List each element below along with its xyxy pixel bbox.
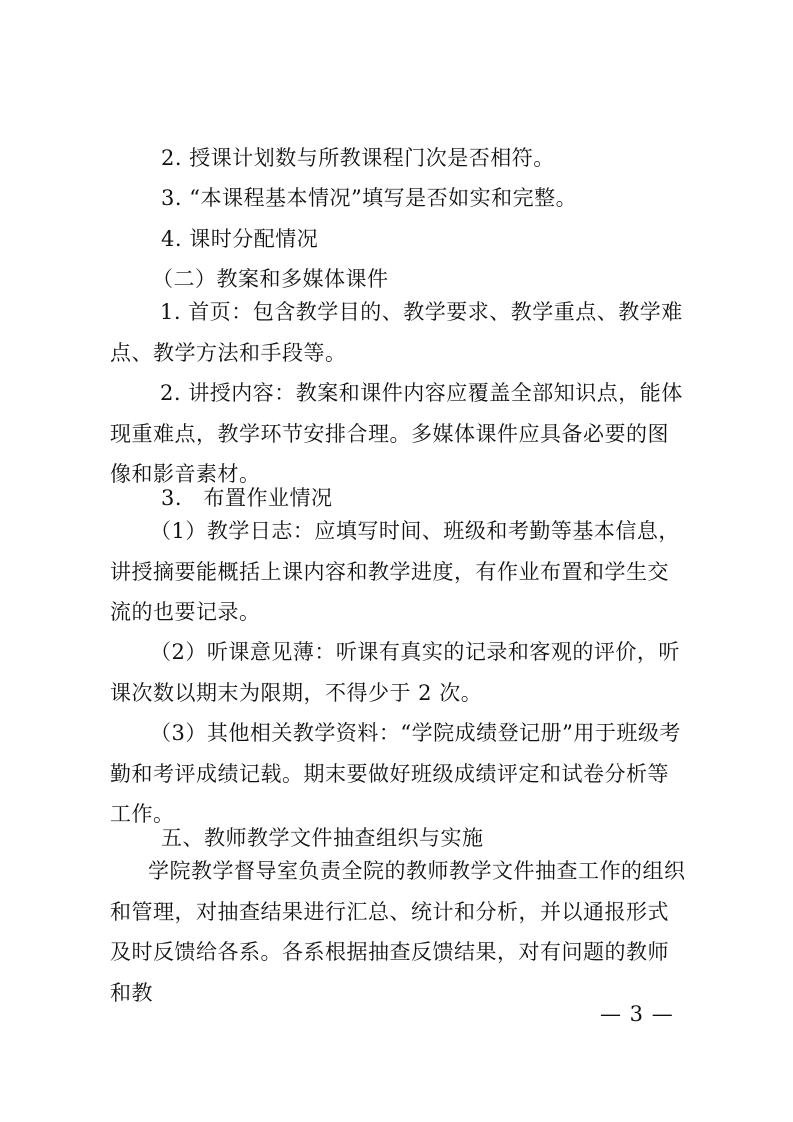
paragraph-other-materials: （3）其他相关教学资料：“学院成绩登记册”用于班级考勤和考评成绩记载。期末要做好班级成绩评定和试卷分析等工作。 [110, 721, 681, 826]
paragraph-lecture-content: 2. 讲授内容：教案和课件内容应覆盖全部知识点，能体现重难点，教学环节安排合理。多媒体课件应具备必要的图像和影音素材。 [110, 381, 683, 486]
list-item-class-hour-allocation: 4. 课时分配情况 [161, 227, 319, 251]
section-heading-inspection: 五、教师教学文件抽查组织与实施 [161, 826, 484, 850]
paragraph-implementation: 学院教学督导室负责全院的教师教学文件抽查工作的组织和管理，对抽查结果进行汇总、统计和分析，并以通报形式及时反馈给各系。各系根据抽查反馈结果，对有问题的教师和教 [110, 859, 686, 1005]
subsection-heading-lesson-plans: （二）教案和多媒体课件 [152, 267, 389, 291]
list-item-course-basic-info: 3. “本课程基本情况”填写是否如实和完整。 [161, 186, 578, 210]
paragraph-observation-notes: （2）听课意见薄：听课有真实的记录和客观的评价，听课次数以期末为限期，不得少于 2 次。 [110, 640, 680, 705]
list-item-teaching-plan-count: 2. 授课计划数与所教课程门次是否相符。 [161, 146, 555, 170]
list-item-homework-assignment: 3. 布置作业情况 [161, 486, 333, 510]
paragraph-teaching-log: （1）教学日志：应填写时间、班级和考勤等基本信息，讲授摘要能概括上课内容和教学进度，有作业布置和学生交流的也要记录。 [110, 519, 680, 624]
paragraph-homepage: 1. 首页：包含教学目的、教学要求、教学重点、教学难点、教学方法和手段等。 [110, 300, 683, 365]
page-number: — 3 — [600, 1002, 674, 1026]
